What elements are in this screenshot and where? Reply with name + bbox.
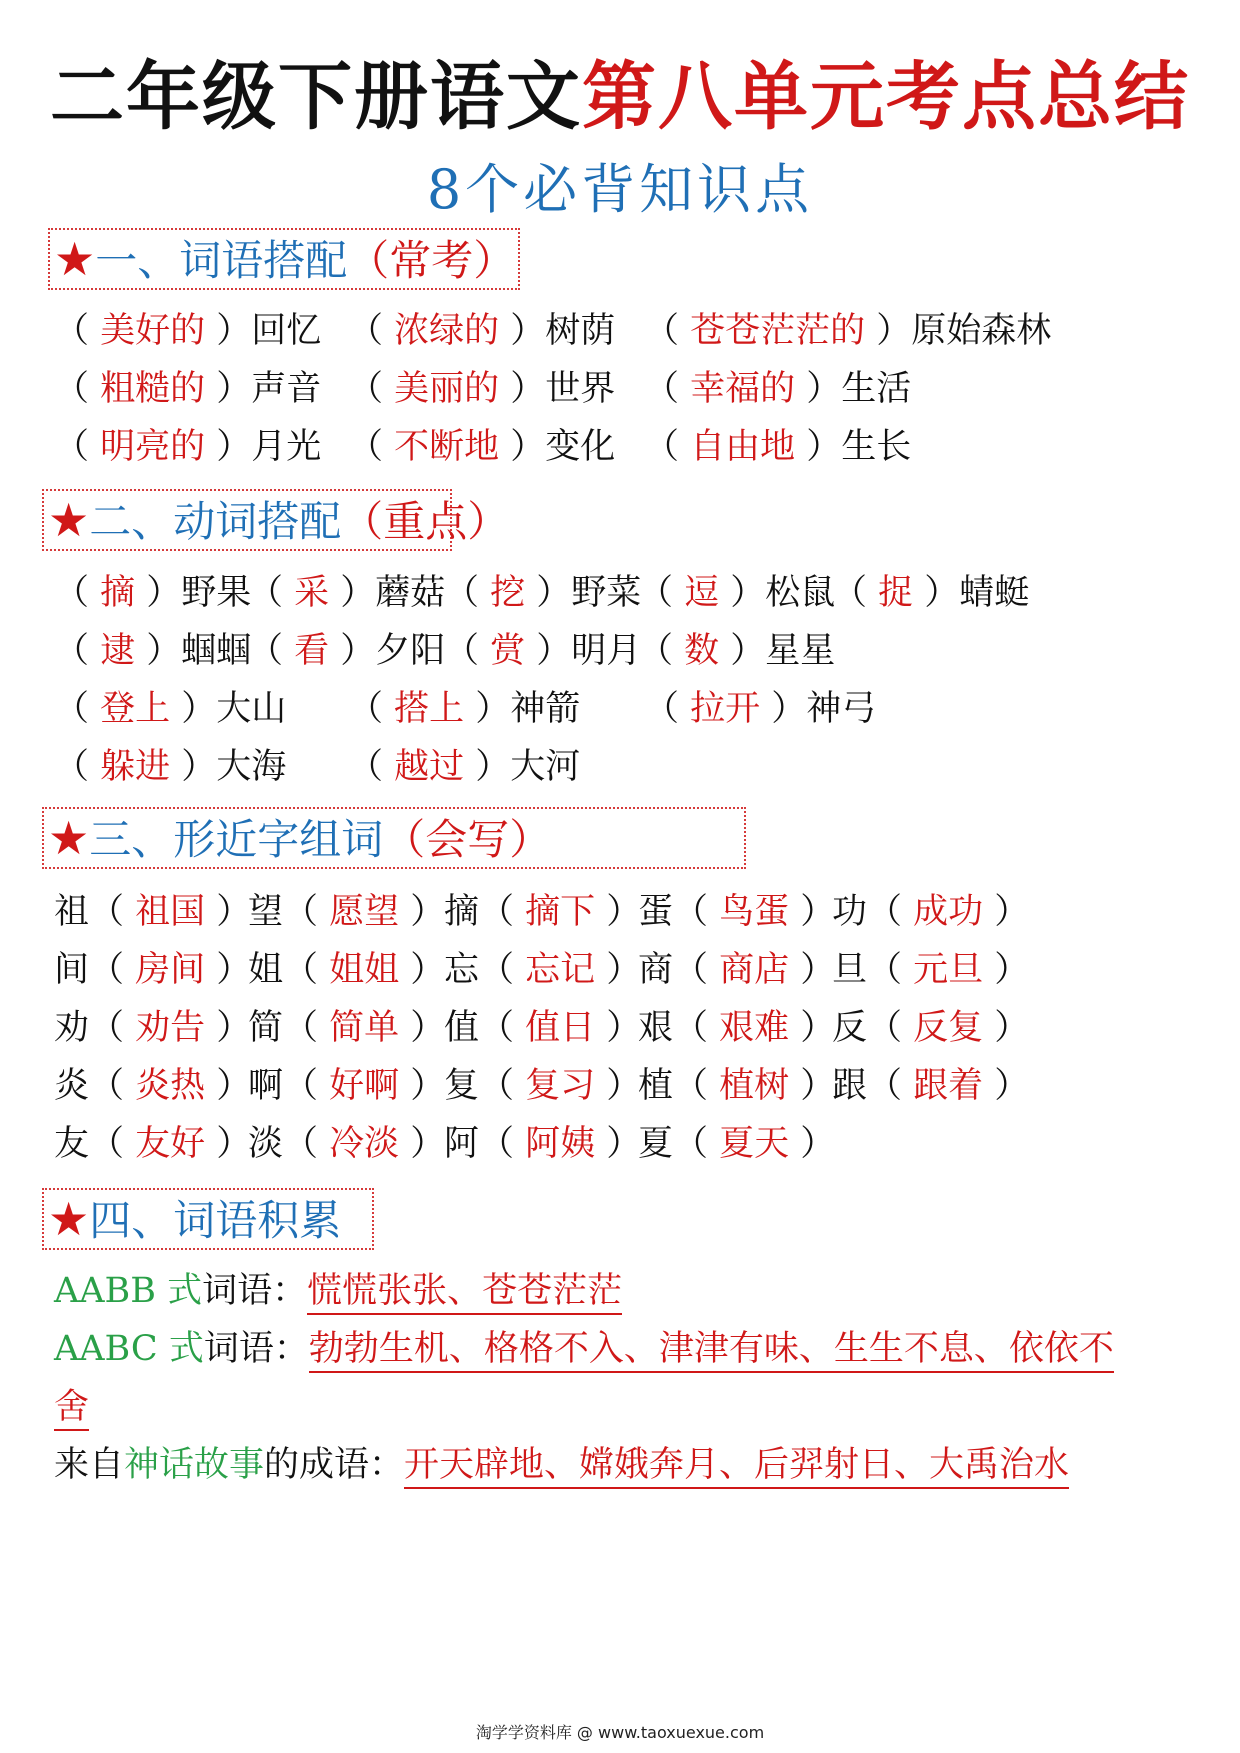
verb-item: （ 看 ）夕阳: [248, 631, 446, 671]
similar-char-word: 炎热: [135, 1066, 206, 1106]
page-title: [0, 52, 1240, 142]
similar-char: 劝: [54, 1008, 90, 1048]
section-4-title: 四、词语积累: [89, 1196, 342, 1245]
collocation-word: 树荫: [545, 311, 616, 351]
verb-object: 明月: [571, 631, 642, 671]
verb-answer: 逮: [100, 631, 136, 671]
verb-item: （ 赏 ）明月: [444, 631, 642, 671]
similar-char-word: 愿望: [329, 892, 400, 932]
verb-object: 大海: [216, 747, 287, 787]
similar-char: 简: [248, 1008, 284, 1048]
collocation-word: 生长: [841, 427, 912, 467]
verb-answer: 登上: [100, 689, 171, 729]
myth-prefix: 来自: [54, 1445, 125, 1485]
verb-object: 大河: [510, 747, 581, 787]
similar-char: 炎: [54, 1066, 90, 1106]
section-2-title: 二、动词搭配: [89, 497, 342, 546]
collocation-item: （ 浓绿的 ）树荫: [348, 311, 616, 351]
section-1-heading: [48, 228, 520, 290]
verb-object: 蝈蝈: [181, 631, 252, 671]
similar-char-word: 夏天: [719, 1124, 790, 1164]
page-subtitle: 8个必背知识点: [426, 158, 814, 221]
section-3-tag: （会写）: [383, 815, 552, 864]
section-2-tag: （重点）: [341, 497, 510, 546]
myth-line: [54, 1440, 1069, 1490]
collocation-word: 月光: [251, 427, 322, 467]
similar-char: 祖: [54, 892, 90, 932]
collocation-word: 生活: [841, 369, 912, 409]
aabc-line: [54, 1324, 1114, 1374]
similar-char-word: 成功: [913, 892, 984, 932]
collocation-item: （ 明亮的 ）月光: [54, 427, 322, 467]
section-3-heading: [42, 807, 746, 869]
similar-char-word: 好啊: [329, 1066, 400, 1106]
similar-char-word: 简单: [329, 1008, 400, 1048]
verb-answer: 搭上: [394, 689, 465, 729]
similar-char-word: 劝告: [135, 1008, 206, 1048]
aabc-words: 勃勃生机、格格不入、津津有味、生生不息、依依不: [309, 1329, 1114, 1373]
verb-object: 蘑菇: [375, 573, 446, 613]
similar-char: 夏: [638, 1124, 674, 1164]
similar-char-item: 阿（ 阿姨 ）: [444, 1124, 642, 1164]
collocation-word: 声音: [251, 369, 322, 409]
section-2-heading: [42, 489, 510, 551]
similar-char-item: 复（ 复习 ）: [444, 1066, 642, 1106]
similar-char-word: 艰难: [719, 1008, 790, 1048]
similar-char-word: 忘记: [525, 950, 596, 990]
similar-char: 阿: [444, 1124, 480, 1164]
similar-char-item: 植（ 植树 ）: [638, 1066, 836, 1106]
verb-object: 星星: [765, 631, 836, 671]
title-part1: 二年级下册语文: [50, 54, 582, 140]
verb-object: 神弓: [806, 689, 877, 729]
similar-char: 间: [54, 950, 90, 990]
myth-suffix: 的成语：: [264, 1445, 405, 1485]
section-3-title: 三、形近字组词: [89, 815, 384, 864]
verb-item: （ 采 ）蘑菇: [248, 573, 446, 613]
similar-char-word: 值日: [525, 1008, 596, 1048]
verb-item: （ 越过 ）大河: [348, 747, 581, 787]
similar-char-word: 复习: [525, 1066, 596, 1106]
similar-char-item: 简（ 简单 ）: [248, 1008, 446, 1048]
similar-char-word: 反复: [913, 1008, 984, 1048]
aabc-line-2: [54, 1382, 89, 1432]
verb-answer: 挖: [490, 573, 526, 613]
collocation-answer: 自由地: [690, 427, 796, 467]
similar-char-item: 蛋（ 鸟蛋 ）: [638, 892, 836, 932]
verb-item: （ 逗 ）松鼠: [638, 573, 836, 613]
similar-char-word: 鸟蛋: [719, 892, 790, 932]
similar-char: 反: [832, 1008, 868, 1048]
similar-char-item: 商（ 商店 ）: [638, 950, 836, 990]
aabb-words: 慌慌张张、苍苍茫茫: [307, 1271, 622, 1315]
verb-item: （ 摘 ）野果: [54, 573, 252, 613]
collocation-item: （ 不断地 ）变化: [348, 427, 616, 467]
similar-char: 友: [54, 1124, 90, 1164]
collocation-answer: 明亮的: [100, 427, 206, 467]
verb-answer: 越过: [394, 747, 465, 787]
verb-object: 野菜: [571, 573, 642, 613]
footer: 淘学学资料库 @ www.taoxuexue.com: [475, 1723, 765, 1742]
similar-char-word: 商店: [719, 950, 790, 990]
similar-char: 功: [832, 892, 868, 932]
collocation-answer: 不断地: [394, 427, 500, 467]
collocation-item: （ 幸福的 ）生活: [644, 369, 912, 409]
verb-answer: 摘: [100, 573, 136, 613]
similar-char-item: 友（ 友好 ）: [54, 1124, 252, 1164]
aabb-line: [54, 1266, 622, 1316]
verb-answer: 拉开: [690, 689, 761, 729]
similar-char-item: 值（ 值日 ）: [444, 1008, 642, 1048]
similar-char: 淡: [248, 1124, 284, 1164]
similar-char: 艰: [638, 1008, 674, 1048]
verb-answer: 采: [294, 573, 330, 613]
similar-char-word: 冷淡: [329, 1124, 400, 1164]
collocation-word: 变化: [545, 427, 616, 467]
aabc-label: AABC 式: [54, 1329, 204, 1369]
similar-char: 植: [638, 1066, 674, 1106]
myth-green: 神话故事: [124, 1445, 265, 1485]
similar-char-item: 劝（ 劝告 ）: [54, 1008, 252, 1048]
similar-char-item: 望（ 愿望 ）: [248, 892, 446, 932]
similar-char-item: 摘（ 摘下 ）: [444, 892, 642, 932]
verb-object: 神箭: [510, 689, 581, 729]
verb-object: 大山: [216, 689, 287, 729]
collocation-item: （ 美丽的 ）世界: [348, 369, 616, 409]
collocation-answer: 幸福的: [690, 369, 796, 409]
collocation-answer: 美丽的: [394, 369, 500, 409]
collocation-word: 世界: [545, 369, 616, 409]
star-icon: ★: [48, 811, 90, 865]
similar-char: 值: [444, 1008, 480, 1048]
verb-item: （ 拉开 ）神弓: [644, 689, 877, 729]
verb-answer: 躲进: [100, 747, 171, 787]
collocation-answer: 浓绿的: [394, 311, 500, 351]
verb-item: （ 逮 ）蝈蝈: [54, 631, 252, 671]
similar-char-item: 淡（ 冷淡 ）: [248, 1124, 446, 1164]
similar-char-word: 植树: [719, 1066, 790, 1106]
collocation-answer: 美好的: [100, 311, 206, 351]
similar-char-item: 旦（ 元旦 ）: [832, 950, 1030, 990]
star-icon: ★: [48, 493, 90, 547]
similar-char-word: 摘下: [525, 892, 596, 932]
collocation-answer: 苍苍茫茫的: [690, 311, 866, 351]
similar-char-item: 祖（ 祖国 ）: [54, 892, 252, 932]
similar-char: 姐: [248, 950, 284, 990]
similar-char: 望: [248, 892, 284, 932]
verb-item: （ 登上 ）大山: [54, 689, 287, 729]
verb-item: （ 挖 ）野菜: [444, 573, 642, 613]
similar-char: 忘: [444, 950, 480, 990]
aabc-label-suffix: 词语：: [203, 1329, 309, 1369]
similar-char: 蛋: [638, 892, 674, 932]
star-icon: ★: [48, 1192, 90, 1246]
verb-answer: 看: [294, 631, 330, 671]
similar-char-item: 姐（ 姐姐 ）: [248, 950, 446, 990]
similar-char-item: 忘（ 忘记 ）: [444, 950, 642, 990]
verb-answer: 数: [684, 631, 720, 671]
similar-char-item: 啊（ 好啊 ）: [248, 1066, 446, 1106]
similar-char: 摘: [444, 892, 480, 932]
star-icon: ★: [54, 232, 96, 286]
aabb-label-suffix: 词语：: [202, 1271, 308, 1311]
similar-char-item: 夏（ 夏天 ）: [638, 1124, 836, 1164]
similar-char: 跟: [832, 1066, 868, 1106]
verb-object: 松鼠: [765, 573, 836, 613]
verb-answer: 捉: [878, 573, 914, 613]
verb-item: （ 数 ）星星: [638, 631, 836, 671]
collocation-item: （ 自由地 ）生长: [644, 427, 912, 467]
similar-char: 啊: [248, 1066, 284, 1106]
similar-char-word: 姐姐: [329, 950, 400, 990]
collocation-item: （ 美好的 ）回忆: [54, 311, 322, 351]
similar-char-item: 跟（ 跟着 ）: [832, 1066, 1030, 1106]
verb-object: 蜻蜓: [959, 573, 1030, 613]
collocation-answer: 粗糙的: [100, 369, 206, 409]
collocation-word: 回忆: [251, 311, 322, 351]
similar-char-item: 炎（ 炎热 ）: [54, 1066, 252, 1106]
similar-char-item: 间（ 房间 ）: [54, 950, 252, 990]
section-1-title: 一、词语搭配: [95, 236, 348, 285]
similar-char-item: 艰（ 艰难 ）: [638, 1008, 836, 1048]
section-4-heading: [42, 1188, 374, 1250]
collocation-item: （ 粗糙的 ）声音: [54, 369, 322, 409]
similar-char-word: 跟着: [913, 1066, 984, 1106]
similar-char-word: 友好: [135, 1124, 206, 1164]
verb-answer: 赏: [490, 631, 526, 671]
myth-words: 开天辟地、嫦娥奔月、后羿射日、大禹治水: [404, 1445, 1069, 1489]
aabc-words-cont: 舍: [54, 1387, 89, 1431]
collocation-item: （ 苍苍茫茫的 ）原始森林: [644, 311, 1052, 351]
similar-char: 复: [444, 1066, 480, 1106]
similar-char-word: 祖国: [135, 892, 206, 932]
verb-object: 野果: [181, 573, 252, 613]
verb-item: （ 躲进 ）大海: [54, 747, 287, 787]
section-1-tag: （常考）: [347, 236, 516, 285]
collocation-word: 原始森林: [911, 311, 1052, 351]
verb-object: 夕阳: [375, 631, 446, 671]
similar-char-item: 功（ 成功 ）: [832, 892, 1030, 932]
similar-char-word: 元旦: [913, 950, 984, 990]
similar-char-word: 阿姨: [525, 1124, 596, 1164]
similar-char: 旦: [832, 950, 868, 990]
similar-char-item: 反（ 反复 ）: [832, 1008, 1030, 1048]
similar-char-word: 房间: [135, 950, 206, 990]
verb-item: （ 捉 ）蜻蜓: [832, 573, 1030, 613]
aabb-label: AABB 式: [54, 1271, 203, 1311]
verb-item: （ 搭上 ）神箭: [348, 689, 581, 729]
verb-answer: 逗: [684, 573, 720, 613]
title-part2: 第八单元考点总结: [582, 54, 1190, 140]
similar-char: 商: [638, 950, 674, 990]
